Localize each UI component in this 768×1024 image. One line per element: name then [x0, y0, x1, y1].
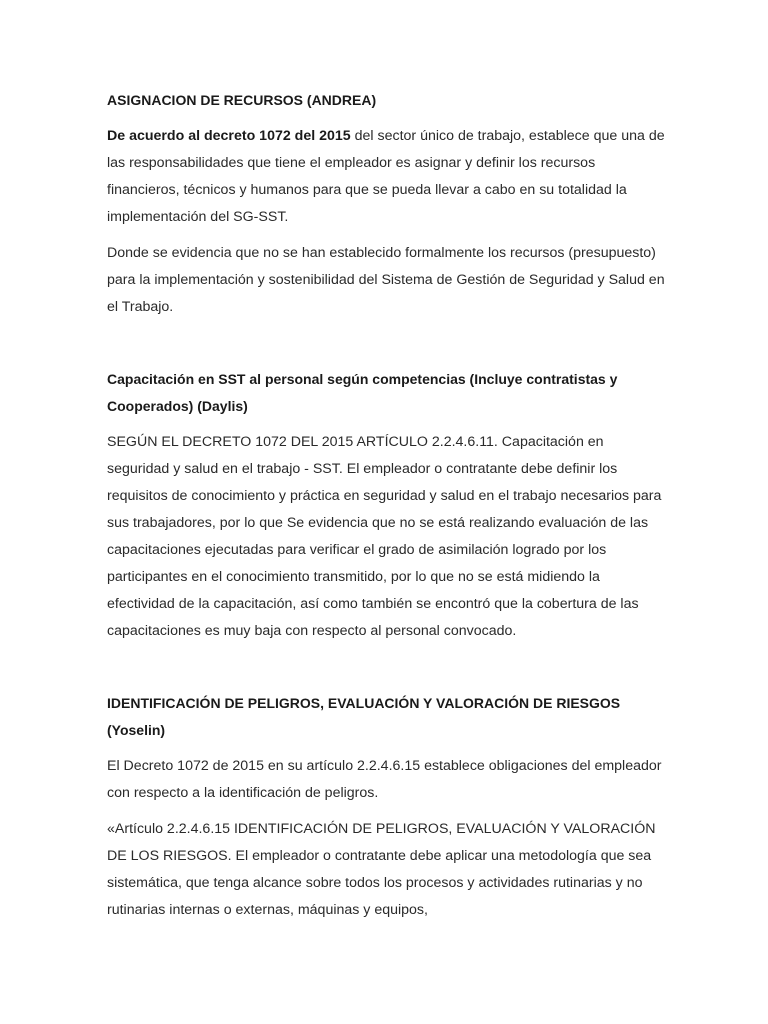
paragraph-decreto-recursos [107, 123, 667, 231]
paragraph-evidencia-recursos: Donde se evidencia que no se han establecido formalmente los recursos (presupuesto) para la implementación y sostenibilidad del Sistema de Gestión de Seguridad y Salud en el Trabajo. [107, 245, 665, 315]
section-heading-capacitacion-sst: Capacitación en SST al personal según competencias (Incluye contratistas y Cooperados) (Daylis) [107, 371, 618, 414]
document-page [107, 86, 667, 924]
bold-decreto-reference: De acuerdo al decreto 1072 del 2015 [107, 128, 351, 144]
paragraph-capacitacion: SEGÚN EL DECRETO 1072 DEL 2015 ARTÍCULO 2.2.4.6.11. Capacitación en seguridad y salud en el trabajo - SST. El empleador o contratante debe definir los requisitos de conocimiento y práctica en seguridad y salud en el trabajo necesarios para sus trabajadores, por lo que Se evidencia que no se está realizando evaluación de las capacitaciones ejecutadas para verificar el grado de asimilación logrado por los participantes en el conocimiento transmitido, por lo que no se está midiendo la efectividad de la capacitación, así como también se encontró que la cobertura de las capacitaciones es muy baja con respecto al personal convocado. [107, 434, 662, 639]
paragraph-articulo-peligros: «Artículo 2.2.4.6.15 IDENTIFICACIÓN DE PELIGROS, EVALUACIÓN Y VALORACIÓN DE LOS RIESGOS. El empleador o contratante debe aplicar una metodología que sea sistemática, que tenga alcance sobre todos los procesos y actividades rutinarias y no rutinarias internas o externas, máquinas y equipos, [107, 821, 656, 918]
section-heading-asignacion-recursos: ASIGNACION DE RECURSOS (ANDREA) [107, 92, 377, 108]
paragraph-text: del sector único de trabajo, establece que una de las responsabilidades que tiene el empleador es asignar y definir los recursos financieros, técnicos y humanos para que se pueda llevar a cabo en su totalidad la implementación del SG-SST. [107, 128, 665, 225]
paragraph-decreto-peligros: El Decreto 1072 de 2015 en su artículo 2.2.4.6.15 establece obligaciones del empleador con respecto a la identificación de peligros. [107, 758, 662, 801]
section-heading-identificacion-peligros: IDENTIFICACIÓN DE PELIGROS, EVALUACIÓN Y VALORACIÓN DE RIESGOS (Yoselin) [107, 695, 621, 738]
